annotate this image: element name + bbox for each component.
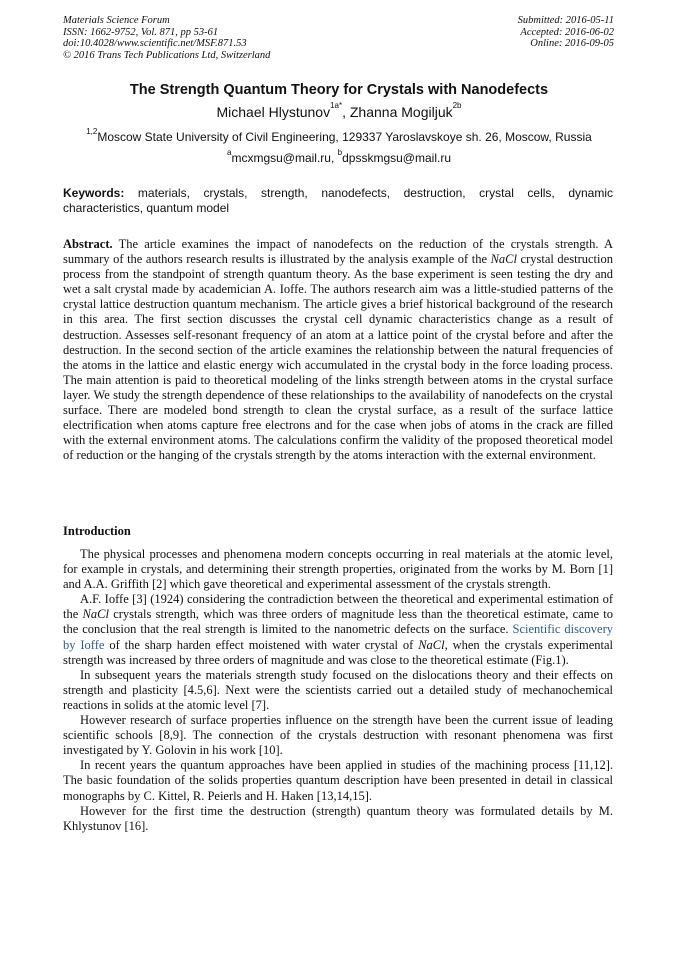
intro-paragraph-2 [63,592,613,667]
publication-dates [518,15,614,50]
email-line [0,148,678,165]
keywords-text: materials, crystals, strength, nanodefects, destruction, crystal cells, dynamic characteristics, quantum model [63,186,613,215]
abstract-text-1: The article examines the impact of nanodefects on the reduction of the crystals strength. A summary of the authors research results is illustrated by the analysis example of the [63,237,613,267]
email-b[interactable]: dpsskmgsu@mail.ru [342,151,451,165]
intro-p2-part-c: of the sharp harden effect moistened with water crystal of [104,637,419,652]
paper-title: The Strength Quantum Theory for Crystals with Nanodefects [129,82,549,98]
intro-paragraph-4: However research of surface properties influence on the strength have been the current issue of leading scientific schools [8,9]. The connection of the crystals destruction with resonant phenomena was first investigated by Y. Golovin in his work [10]. [63,713,613,758]
intro-p2-part-b: crystals strength, which was three orders of magnitude less than the theoretical estimate, came to the conclusion that the real strength is limited to the nanometric defects on the surface. [63,607,613,637]
abstract [63,237,613,463]
intro-p2-nacl-2: NaCl [418,637,445,652]
keywords-label: Keywords: [63,186,125,200]
affiliation [0,127,678,144]
submitted-date: Submitted: 2016-05-11 [517,15,614,26]
intro-p2-highlight: Scientific discovery by Ioffe [63,622,613,652]
introduction-body [63,547,613,834]
abstract-nacl: NaCl [490,252,517,267]
intro-paragraph-6: However for the first time the destruction (strength) quantum theory was formulated details by M. Khlystunov [16]. [63,803,613,833]
intro-paragraph-1: The physical processes and phenomena modern concepts occurring in real materials at the atomic level, for example in crystals, and determining their strength properties, originated from the works by M. Born [1] and A.A. Griffith [2] which gave theoretical and experimental assessment of the crystals strength. [63,547,613,592]
intro-paragraph-3: In subsequent years the materials strength study focused on the dislocations theory and their effects on strength and plasticity [4.5,6]. Next were the scientists carried out a detailed study of mechanochemical reactions in solids at the atomic level [7]. [63,667,613,712]
intro-p2-nacl-1: NaCl [82,607,109,622]
author-1: Michael Hlystunov [216,104,331,120]
author-separator: , [342,104,350,120]
intro-paragraph-5: In recent years the quantum approaches have been applied in studies of the machining process [11,12]. The basic foundation of the solids properties quantum description have been presented in detail in classical monographs by C. Kittel, R. Peierls and H. Haken [13,14,15]. [63,758,613,803]
copyright-line: © 2016 Trans Tech Publications Ltd, Switzerland [63,49,271,61]
email-b-sup: b [337,148,343,157]
abstract-text-2: crystal destruction process from the standpoint of strength quantum theory. As the base experiment is seen testing the dry and wet a salt crystal made by academician A. Ioffe. The authors research aim was a little-studied patterns of the crystal lattice destruction quantum mechanism. The article gives a brief historical background of the research in this area. The first section discusses the crystal cell dynamic characteristics change as a result of destruction. Assesses self-resonant frequency of an atom at a lattice point of the crystal before and after the destruction. In the second section of the article examines the relationship between the natural frequencies of the atoms in the lattice and elastic energy wich accumulated in the crystal body in the force loading process. The main attention is paid to theoretical modeling of the links strength between atoms in the crystal surface layer. We study the strength dependence of these relationships to the availability of nanodefects on the crystal surface. There are modeled bond strength to clean the crystal surface, as a result of the surface lattice electrification when atoms capture free electrons and for the case when jobs of atoms in the crack are filled with the external environment atoms. The calculations confirm the validity of the proposed theoretical model of reduction or the hanging of the crystals strength by the atoms interaction with the external environment. [63,252,613,463]
introduction-heading: Introduction [63,524,131,538]
publication-info [63,15,270,61]
author-line [0,101,678,120]
issn-line: ISSN: 1662-9752, Vol. 871, pp 53-61 [63,26,219,38]
abstract-label: Abstract. [63,237,113,251]
affiliation-text: Moscow State University of Civil Engineering, 129337 Yaroslavskoye sh. 26, Moscow, Russia [97,130,592,144]
affiliation-sup: 1,2 [86,127,98,136]
author-2-sup: 2b [452,101,462,110]
intro-p2-part-d: , when the crystals experimental strength was increased by three orders of magnitude and was close to the theoretical estimate (Fig.1). [63,637,614,667]
online-date: Online: 2016-09-05 [530,38,614,49]
intro-p2-part-a: A.F. Ioffe [3] (1924) considering the contradiction between the theoretical and experimental estimation of the [63,592,613,622]
doi-line: doi:10.4028/www.scientific.net/MSF.871.53 [63,38,247,49]
email-a[interactable]: mcxmgsu@mail.ru, [231,151,338,165]
author-2: Zhanna Mogiljuk [349,104,453,120]
journal-name: Materials Science Forum [63,15,170,26]
accepted-date: Accepted: 2016-06-02 [520,26,614,38]
email-a-sup: a [227,148,232,157]
author-1-sup: 1a* [330,101,343,110]
keywords [63,186,613,216]
